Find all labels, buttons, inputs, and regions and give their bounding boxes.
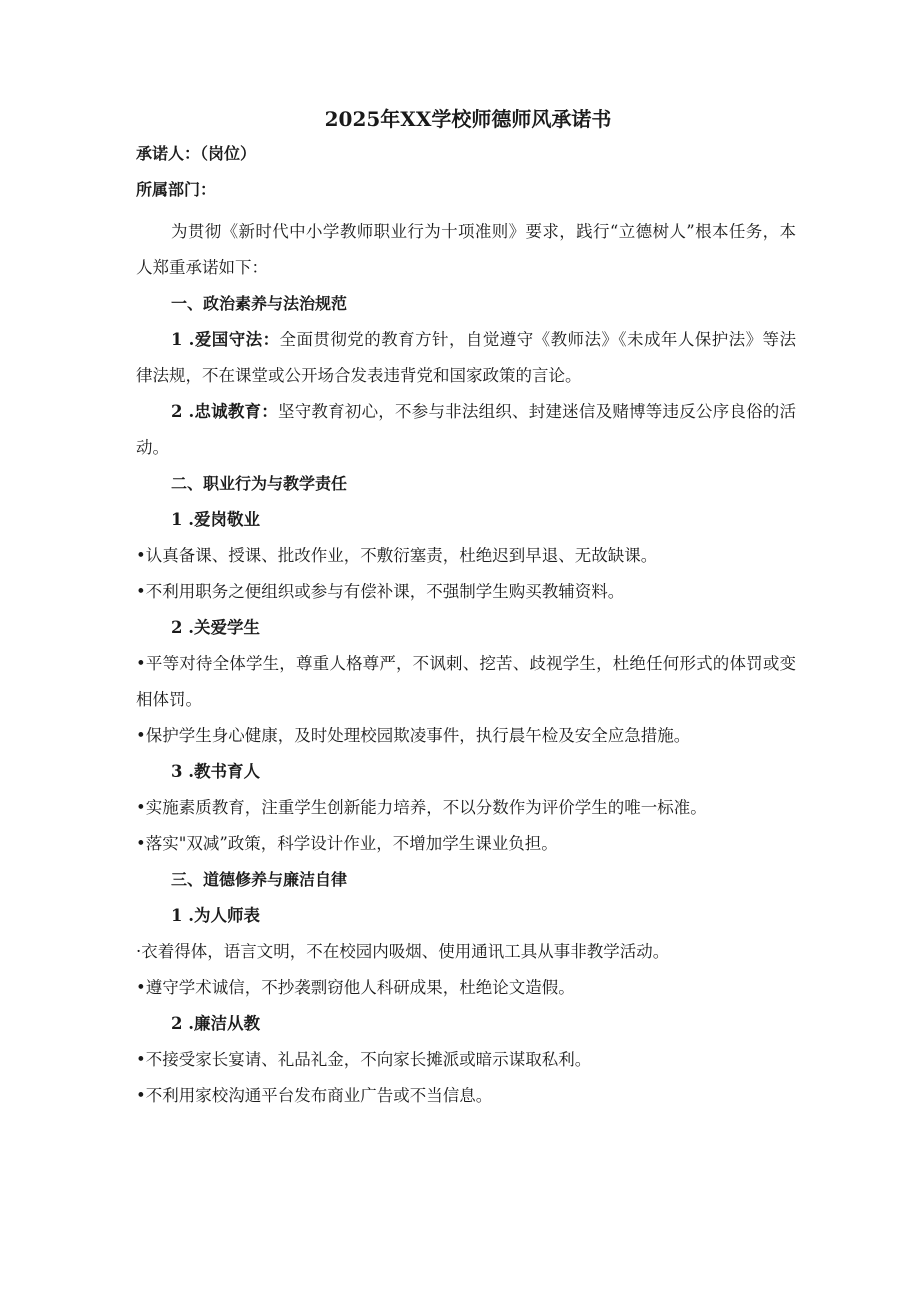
- section-heading-ethics: 三、道德修养与廉洁自律: [171, 870, 348, 889]
- bullet-item: •遵守学术诚信，不抄袭剽窃他人科研成果，杜绝论文造假。: [136, 978, 575, 997]
- subsection-care-students: 2 .关爱学生: [171, 618, 260, 637]
- item-patriotism: [136, 322, 796, 394]
- subsection-integrity: 2 .廉洁从教: [171, 1014, 260, 1033]
- bullet-item: ·衣着得体，语言文明，不在校园内吸烟、使用通讯工具从事非教学活动。: [136, 942, 670, 961]
- bullet-item: •认真备课、授课、批改作业，不敷衍塞责，杜绝迟到早退、无故缺课。: [136, 546, 658, 565]
- bullet-item: •落实"双减”政策，科学设计作业，不增加学生课业负担。: [136, 834, 558, 853]
- bullet-item: •平等对待全体学生，尊重人格尊严，不讽刺、挖苦、歧视学生，杜绝任何形式的体罚或变相体罚。: [136, 654, 796, 709]
- document-title: 2025年XX学校师德师风承诺书: [324, 107, 612, 131]
- promisor-field: 承诺人：（岗位）: [136, 144, 257, 163]
- intro-paragraph: 为贯彻《新时代中小学教师职业行为十项准则》要求，践行“立德树人”根本任务，本人郑重承诺如下：: [136, 222, 796, 277]
- section-heading-politics: 一、政治素养与法治规范: [171, 294, 348, 313]
- section-heading-conduct: 二、职业行为与教学责任: [171, 474, 348, 493]
- item-text: 坚守教育初心，不参与非法组织、封建迷信及赌博等违反公序良俗的活动。: [136, 402, 796, 457]
- bullet-item: •保护学生身心健康，及时处理校园欺凌事件，执行晨午检及安全应急措施。: [136, 726, 691, 745]
- item-text: 全面贯彻党的教育方针，自觉遵守《教师法》《未成年人保护法》等法律法规，不在课堂或公开场合发表违背党和国家政策的言论。: [136, 330, 796, 385]
- bullet-item: •实施素质教育，注重学生创新能力培养，不以分数作为评价学生的唯一标准。: [136, 798, 707, 817]
- subsection-dedication: 1 .爱岗敬业: [171, 510, 260, 529]
- bullet-item: •不利用家校沟通平台发布商业广告或不当信息。: [136, 1086, 493, 1105]
- item-label: 1 .爱国守法：: [171, 330, 280, 349]
- subsection-role-model: 1 .为人师表: [171, 906, 260, 925]
- document-page: [136, 106, 796, 1114]
- item-label: 2 .忠诚教育：: [171, 402, 278, 421]
- item-loyalty: [136, 394, 796, 466]
- department-field: 所属部门：: [136, 180, 217, 199]
- subsection-teaching: 3 .教书育人: [171, 762, 260, 781]
- bullet-item: •不利用职务之便组织或参与有偿补课，不强制学生购买教辅资料。: [136, 582, 625, 601]
- bullet-item: •不接受家长宴请、礼品礼金，不向家长摊派或暗示谋取私利。: [136, 1050, 592, 1069]
